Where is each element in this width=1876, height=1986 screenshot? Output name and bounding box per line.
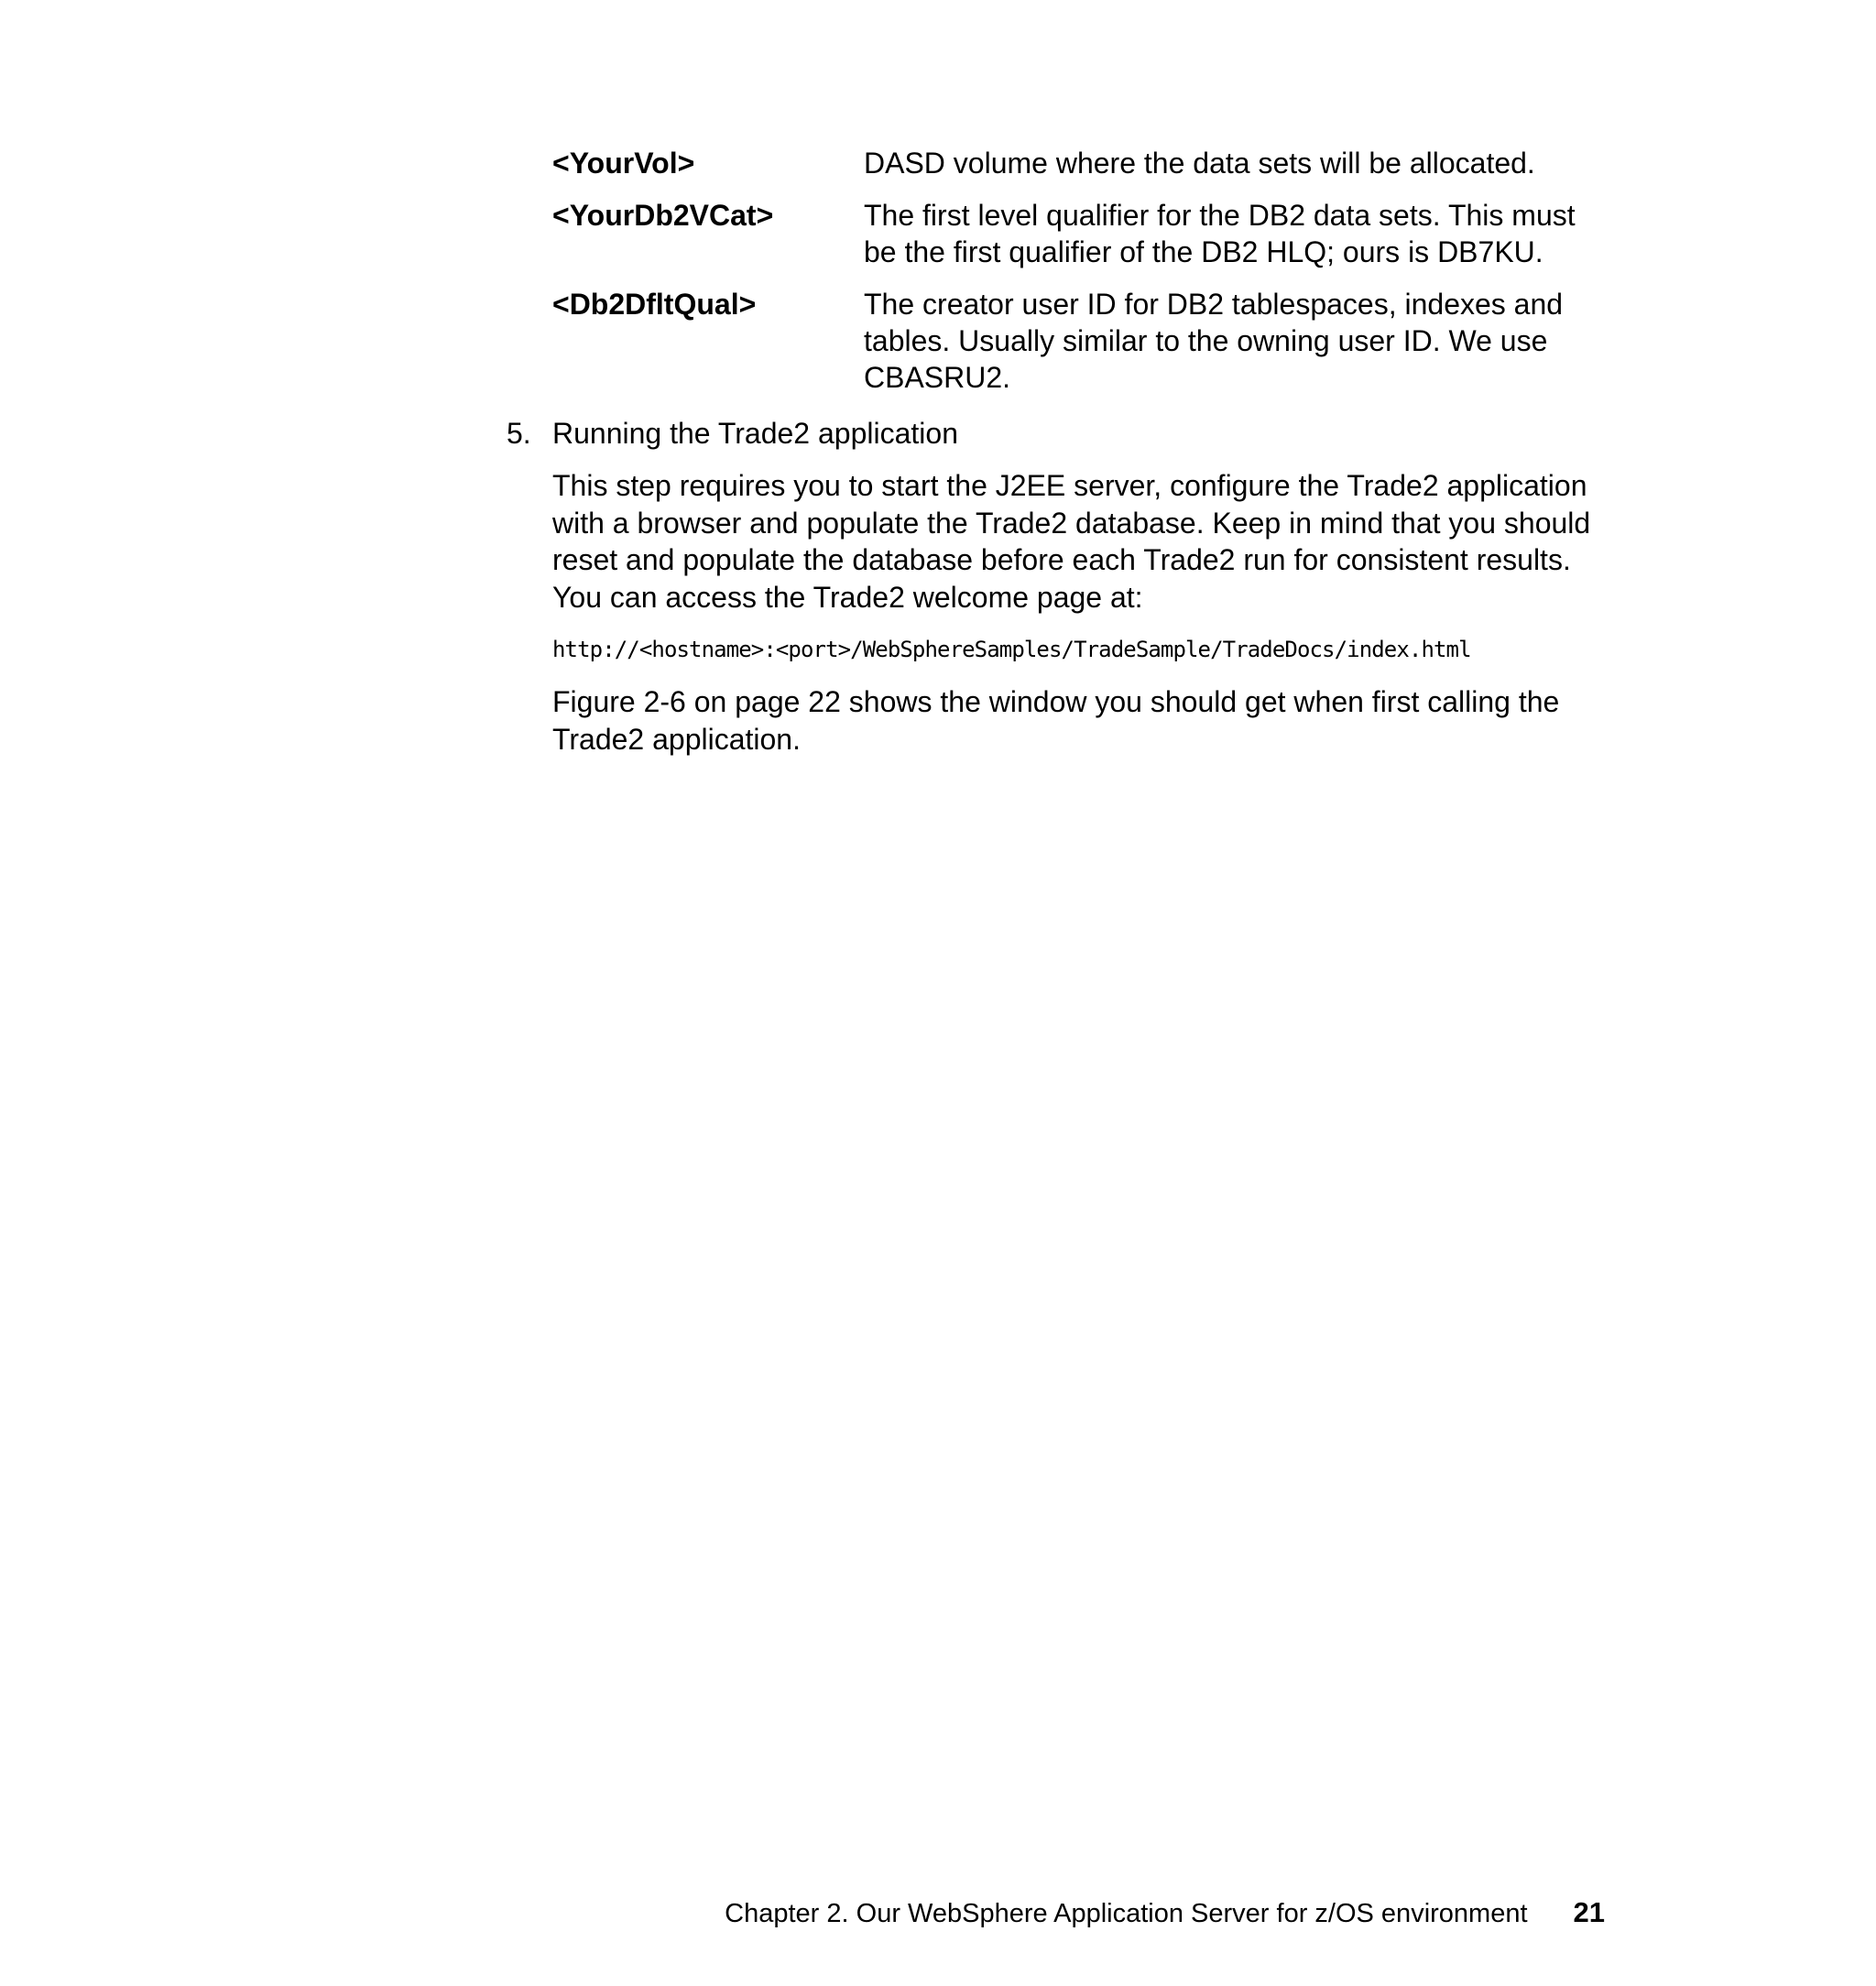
definition-row <box>552 197 1615 270</box>
welcome-page-url: http://<hostname>:<port>/WebSphereSamples/TradeSample/TradeDocs/index.html <box>552 637 1471 662</box>
page-number: 21 <box>1573 1896 1605 1928</box>
definition-description: The first level qualifier for the DB2 data sets. This must be the first qualifier of the DB2 HLQ; ours is DB7KU. <box>864 199 1576 268</box>
definition-list <box>552 145 1615 411</box>
step-paragraph: Figure 2-6 on page 22 shows the window you should get when first calling the Trade2 application. <box>552 685 1560 756</box>
definition-row <box>552 145 1615 181</box>
footer-chapter-title: Chapter 2. Our WebSphere Application Server for z/OS environment <box>725 1899 1528 1928</box>
definition-description: The creator user ID for DB2 tablespaces, indexes and tables. Usually similar to the owning user ID. We use CBASRU2. <box>864 288 1564 394</box>
step-5 <box>507 415 1615 758</box>
definition-term: <YourVol> <box>552 147 695 180</box>
definition-description: DASD volume where the data sets will be allocated. <box>864 147 1535 180</box>
step-heading <box>507 415 1615 452</box>
definition-term: <YourDb2VCat> <box>552 199 774 232</box>
step-title: Running the Trade2 application <box>552 417 958 450</box>
step-body <box>552 467 1615 758</box>
page-footer <box>725 1894 1605 1932</box>
definition-row <box>552 286 1615 396</box>
step-number: 5. <box>507 417 531 450</box>
definition-term: <Db2DfltQual> <box>552 288 757 321</box>
step-paragraph: This step requires you to start the J2EE server, configure the Trade2 application with a browser and populate the Trade2 database. Keep in mind that you should reset and populate the database before each Trade2 run for consistent results. You can access the Trade2 welcome page at: <box>552 469 1591 614</box>
